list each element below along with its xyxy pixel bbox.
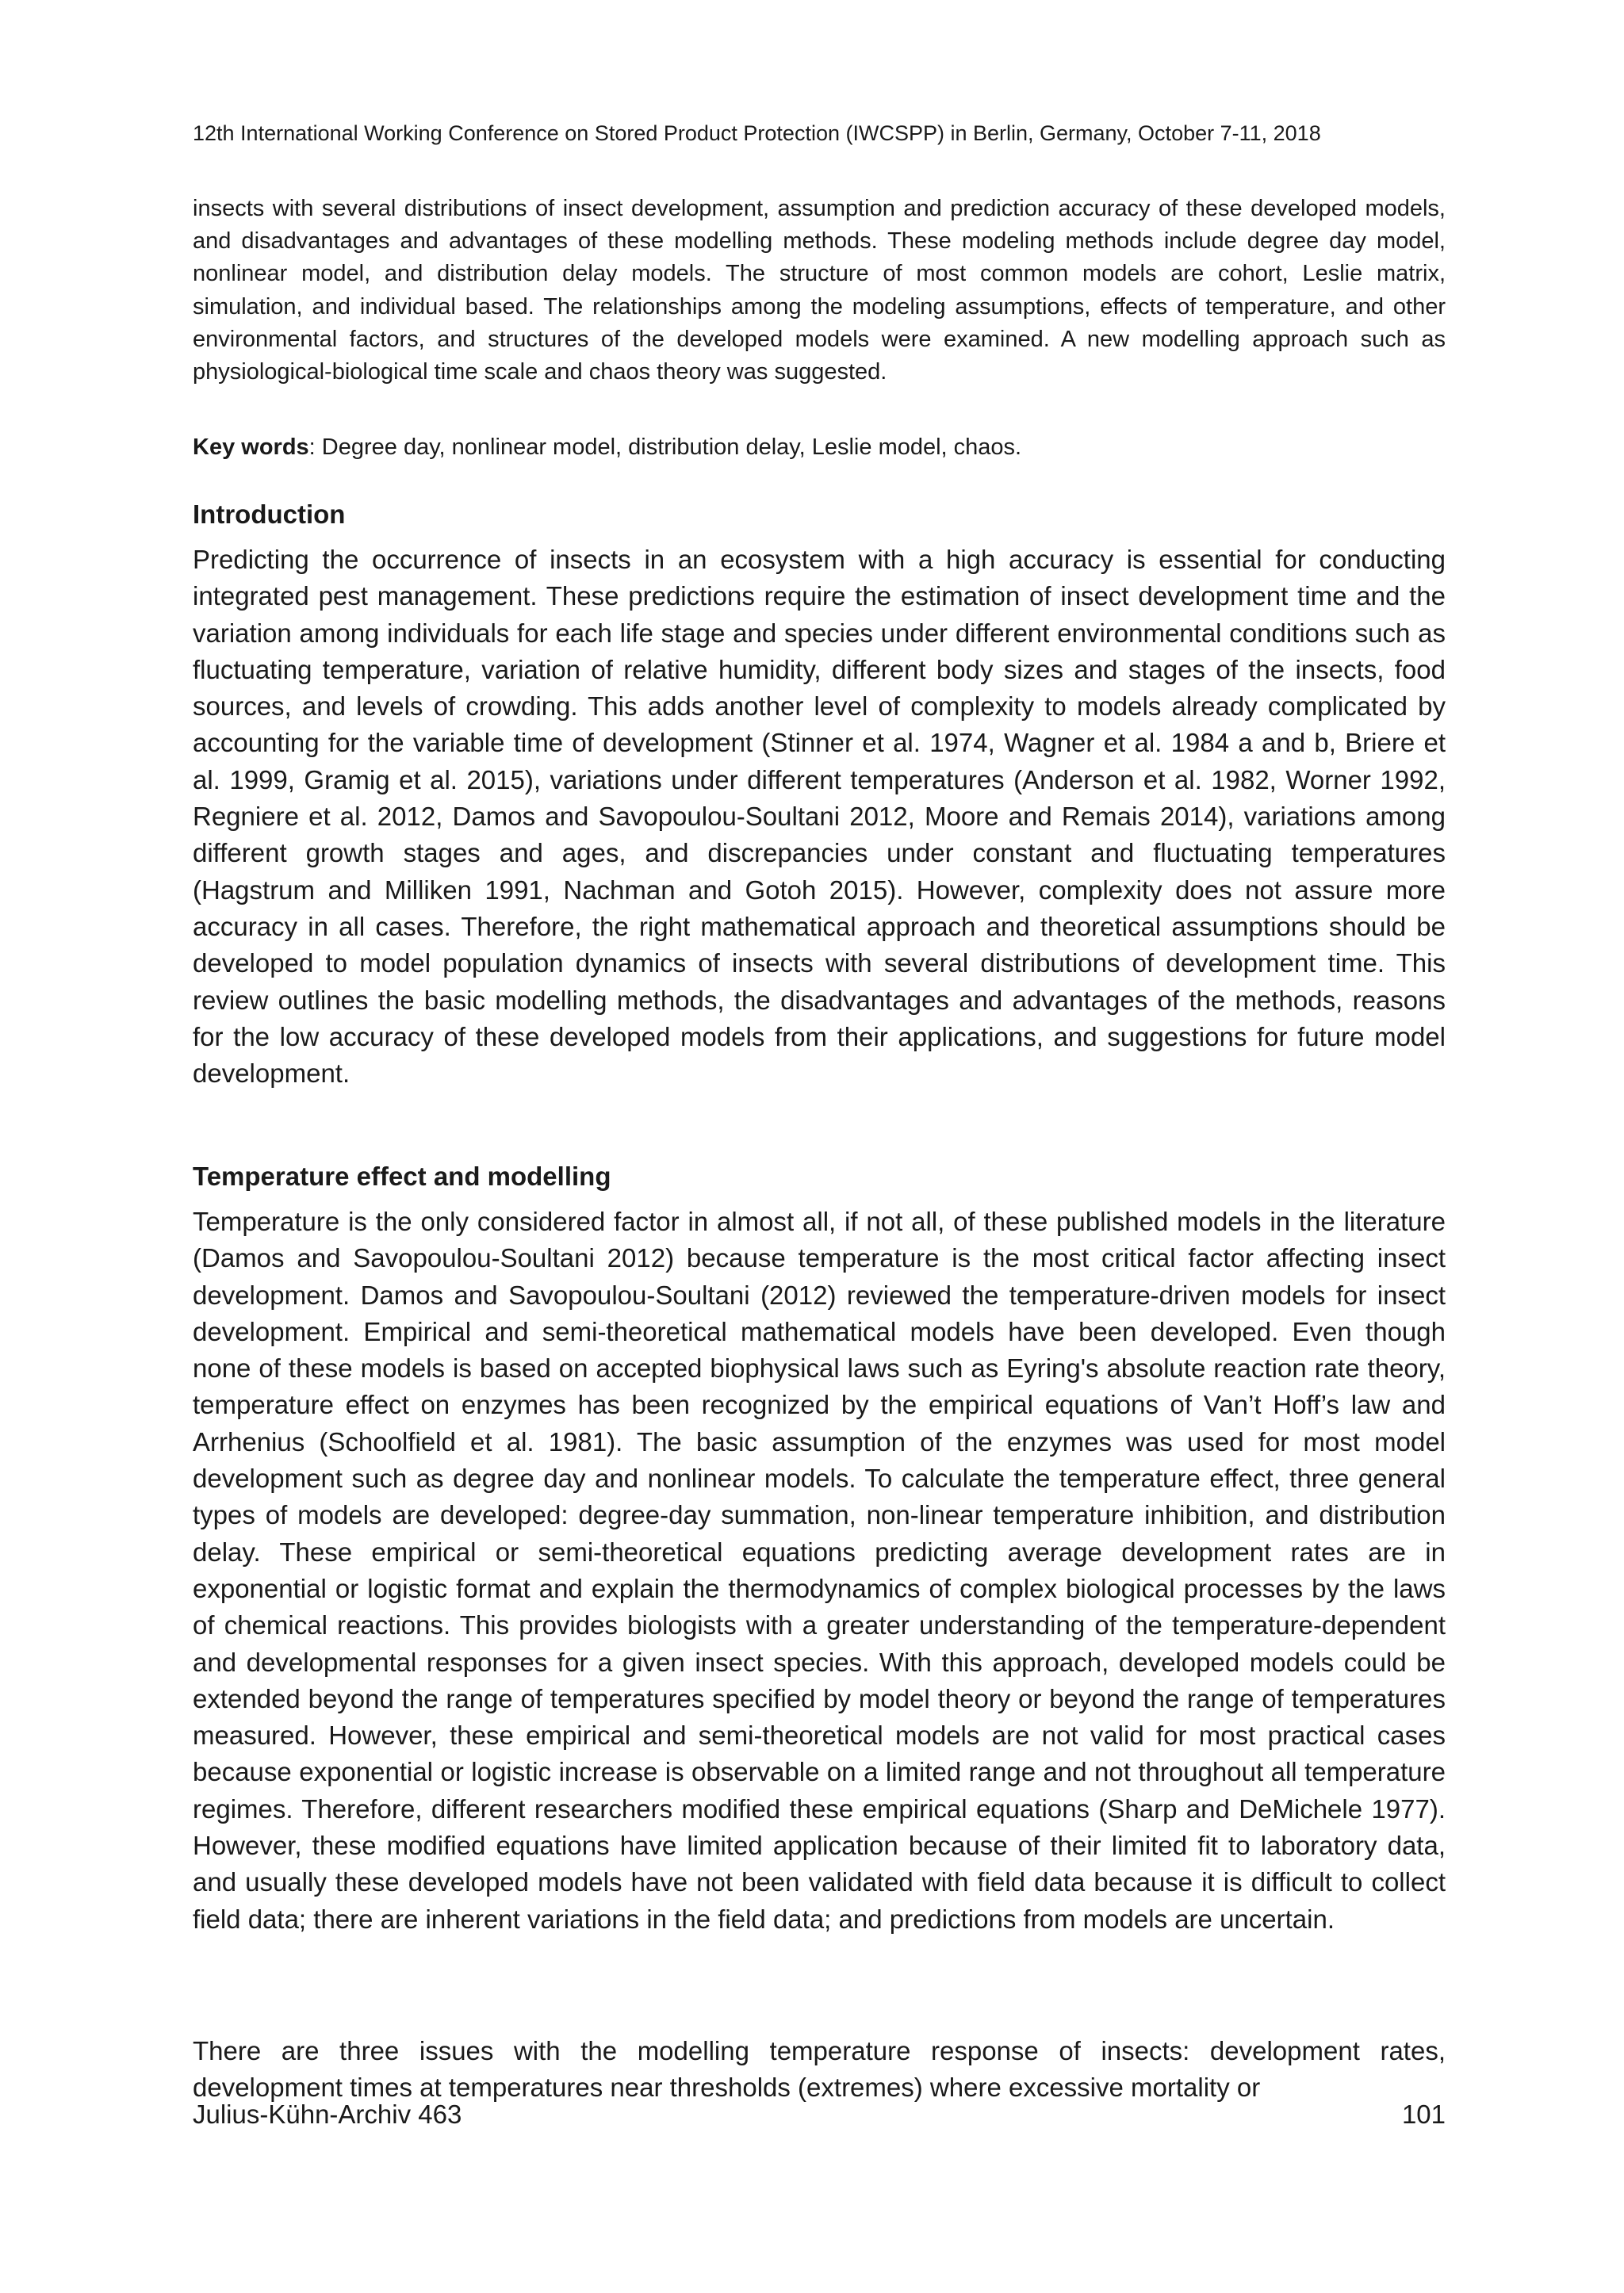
introduction-heading: Introduction: [193, 500, 346, 529]
keywords-line: [193, 431, 1446, 463]
keywords-label: Key words: [193, 434, 309, 460]
introduction-paragraph: Predicting the occurrence of insects in an ecosystem with a high accuracy is essential for conducting integrated pest management. These predictions require the estimation of insect development time and the variation among individuals for each life stage and species under different environmental conditions such as fluctuating temperature, variation of relative humidity, different body sizes and stages of the insects, food sources, and levels of crowding. This adds another level of complexity to models already complicated by accounting for the variable time of development (Stinner et al. 1974, Wagner et al. 1984 a and b, Briere et al. 1999, Gramig et al. 2015), variations under different temperatures (Anderson et al. 1982, Worner 1992, Regniere et al. 2012, Damos and Savopoulou-Soultani 2012, Moore and Remais 2014), variations among different growth stages and ages, and discrepancies under constant and fluctuating temperatures (Hagstrum and Milliken 1991, Nachman and Gotoh 2015). However, complexity does not assure more accuracy in all cases. Therefore, the right mathematical approach and theoretical assumptions should be developed to model population dynamics of insects with several distributions of development time. This review outlines the basic modelling methods, the disadvantages and advantages of the methods, reasons for the low accuracy of these developed models from their applications, and suggestions for future model development.: [193, 545, 1446, 1089]
temperature-paragraph-1: Temperature is the only considered factor in almost all, if not all, of these published models in the literature (Damos and Savopoulou-Soultani 2012) because temperature is the most critical factor affecting insect development. Damos and Savopoulou-Soultani (2012) reviewed the temperature-driven models for insect development. Empirical and semi-theoretical mathematical models have been developed. Even though none of these models is based on accepted biophysical laws such as Eyring's absolute reaction rate theory, temperature effect on enzymes has been recognized by the empirical equations of Van’t Hoff’s law and Arrhenius (Schoolfield et al. 1981). The basic assumption of the enzymes was used for most model development such as degree day and nonlinear models. To calculate the temperature effect, three general types of models are developed: degree-day summation, non-linear temperature inhibition, and distribution delay. These empirical or semi-theoretical equations predicting average development rates are in exponential or logistic format and explain the thermodynamics of complex biological processes by the laws of chemical reactions. This provides biologists with a greater understanding of the temperature-dependent and developmental responses for a given insect species. With this approach, developed models could be extended beyond the range of temperatures specified by model theory or beyond the range of temperatures measured. However, these empirical and semi-theoretical models are not valid for most practical cases because exponential or logistic increase is observable on a limited range and not throughout all temperature regimes. Therefore, different researchers modified these empirical equations (Sharp and DeMichele 1977). However, these modified equations have limited application because of their limited fit to laboratory data, and usually these developed models have not been validated with field data because it is difficult to collect field data; there are inherent variations in the field data; and predictions from models are uncertain.: [193, 1207, 1446, 1934]
footer-journal: Julius-Kühn-Archiv 463: [193, 2100, 462, 2129]
footer-page-number: 101: [1401, 2100, 1446, 2129]
running-header: 12th International Working Conference on Stored Product Protection (IWCSPP) in Berlin, Germany, October 7-11, 2018: [193, 121, 1321, 145]
abstract-continuation: insects with several distributions of insect development, assumption and prediction accuracy of these developed models, and disadvantages and advantages of these modelling methods. These modeling methods include degree day model, nonlinear model, and distribution delay models. The structure of most common models are cohort, Leslie matrix, simulation, and individual based. The relationships among the modeling assumptions, effects of temperature, and other environmental factors, and structures of the developed models were examined. A new modelling approach such as physiological-biological time scale and chaos theory was suggested.: [193, 196, 1446, 385]
temperature-paragraph-2: There are three issues with the modelling temperature response of insects: development rates, development times at temperatures near thresholds (extremes) where excessive mortality or: [193, 2036, 1446, 2103]
keywords-text: : Degree day, nonlinear model, distribution delay, Leslie model, chaos.: [308, 434, 1022, 460]
temperature-section-heading: Temperature effect and modelling: [193, 1162, 611, 1191]
